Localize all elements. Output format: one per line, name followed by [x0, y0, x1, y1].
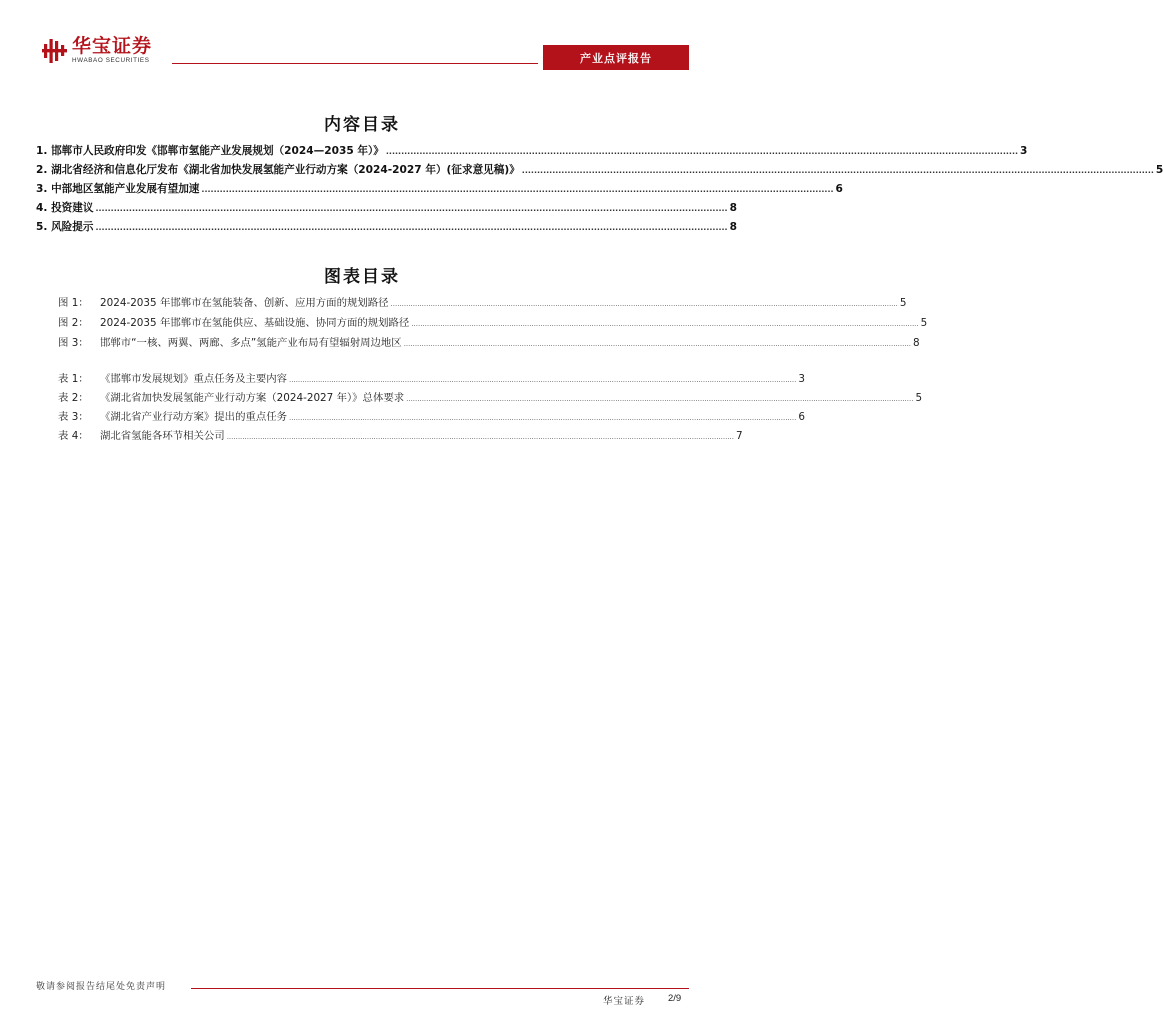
- toc-entry[interactable]: [36, 219, 737, 235]
- figures-title: 图表目录: [324, 267, 400, 287]
- toc-entry[interactable]: [36, 143, 1028, 159]
- toc-entry-page: 8: [729, 221, 737, 233]
- dot-leader: ....................................................................................................................................................................................................................................: [289, 414, 797, 422]
- company-logo: [42, 36, 152, 65]
- table-number: 表 2：: [58, 392, 89, 404]
- disclaimer-note: 敬请参阅报告结尾处免责声明: [36, 982, 167, 992]
- toc-entry[interactable]: [36, 162, 1163, 178]
- dot-leader: ................................................................................................................................................................................................................: [201, 185, 834, 194]
- toc-entry-label: 4. 投资建议: [36, 202, 94, 214]
- hwabao-logo-icon: [42, 36, 68, 64]
- dot-leader: ................................................................................................................................................................................................................: [385, 147, 1019, 156]
- report-type-badge: 产业点评报告: [543, 45, 689, 70]
- table-number: 表 4：: [58, 430, 89, 442]
- figure-label: 2024-2035 年邯郸市在氢能装备、创新、应用方面的规划路径: [100, 297, 389, 309]
- dot-leader: ....................................................................................................................................................................................................................................: [390, 300, 898, 308]
- dot-leader: ................................................................................................................................................................................................................: [95, 204, 728, 213]
- toc-entry-page: 8: [729, 202, 737, 214]
- table-entry[interactable]: [58, 427, 743, 443]
- figure-number: 图 3：: [58, 337, 89, 349]
- toc-entry-page: 6: [835, 183, 843, 195]
- figure-entry[interactable]: [58, 294, 907, 310]
- toc-entry[interactable]: [36, 200, 737, 216]
- figure-entry[interactable]: [58, 334, 920, 350]
- table-page: 5: [915, 392, 923, 404]
- table-label: 《湖北省加快发展氢能产业行动方案（2024-2027 年）》总体要求: [100, 392, 405, 404]
- table-page: 3: [798, 373, 805, 385]
- figure-number: 图 1：: [58, 297, 89, 309]
- toc-entry-label: 5. 风险提示: [36, 221, 94, 233]
- toc-entry[interactable]: [36, 181, 843, 197]
- logo-chinese-name: 华宝证券: [72, 35, 153, 57]
- dot-leader: ................................................................................................................................................................................................................: [95, 223, 728, 232]
- dot-leader: ....................................................................................................................................................................................................................................: [406, 395, 914, 403]
- figure-page: 5: [920, 317, 928, 329]
- table-entry[interactable]: [58, 370, 805, 386]
- figure-entry[interactable]: [58, 314, 928, 330]
- footer-divider: [191, 988, 689, 989]
- figure-number: 图 2：: [58, 317, 89, 329]
- dot-leader: ....................................................................................................................................................................................................................................: [411, 320, 919, 328]
- logo-english-name: HWABAO SECURITIES: [72, 57, 150, 64]
- table-page: 7: [736, 430, 743, 442]
- page-header: [0, 0, 724, 72]
- header-divider: [172, 63, 538, 64]
- toc-entry-label: 1. 邯郸市人民政府印发《邯郸市氢能产业发展规划（2024—2035 年）》: [36, 145, 384, 157]
- table-entry[interactable]: [58, 389, 923, 405]
- table-label: 《湖北省产业行动方案》提出的重点任务: [100, 411, 288, 423]
- dot-leader: ....................................................................................................................................................................................................................................: [226, 433, 735, 441]
- footer-company: 华宝证券: [603, 996, 646, 1007]
- table-entry[interactable]: [58, 408, 805, 424]
- toc-entry-page: 5: [1155, 164, 1163, 176]
- toc-entry-page: 3: [1020, 145, 1028, 157]
- table-number: 表 3：: [58, 411, 89, 423]
- page-number: 2/9: [668, 993, 682, 1004]
- toc-entry-label: 3. 中部地区氢能产业发展有望加速: [36, 183, 200, 195]
- table-label: 《邯郸市发展规划》重点任务及主要内容: [100, 373, 288, 385]
- figure-page: 8: [913, 337, 920, 349]
- toc-entry-label: 2. 湖北省经济和信息化厅发布《湖北省加快发展氢能产业行动方案（2024-2027 年）(征求意见稿)》: [36, 164, 520, 176]
- figure-label: 邯郸市“一核、两翼、两廊、多点”氢能产业布局有望辐射周边地区: [100, 337, 402, 349]
- figure-label: 2024-2035 年邯郸市在氢能供应、基础设施、协同方面的规划路径: [100, 317, 410, 329]
- dot-leader: ....................................................................................................................................................................................................................................: [289, 376, 797, 384]
- table-number: 表 1：: [58, 373, 89, 385]
- table-label: 湖北省氢能各环节相关公司: [100, 430, 225, 442]
- dot-leader: ................................................................................................................................................................................................................: [521, 166, 1154, 175]
- figure-page: 5: [899, 297, 907, 309]
- table-page: 6: [798, 411, 805, 423]
- contents-title: 内容目录: [324, 115, 400, 135]
- dot-leader: ....................................................................................................................................................................................................................................: [403, 340, 912, 348]
